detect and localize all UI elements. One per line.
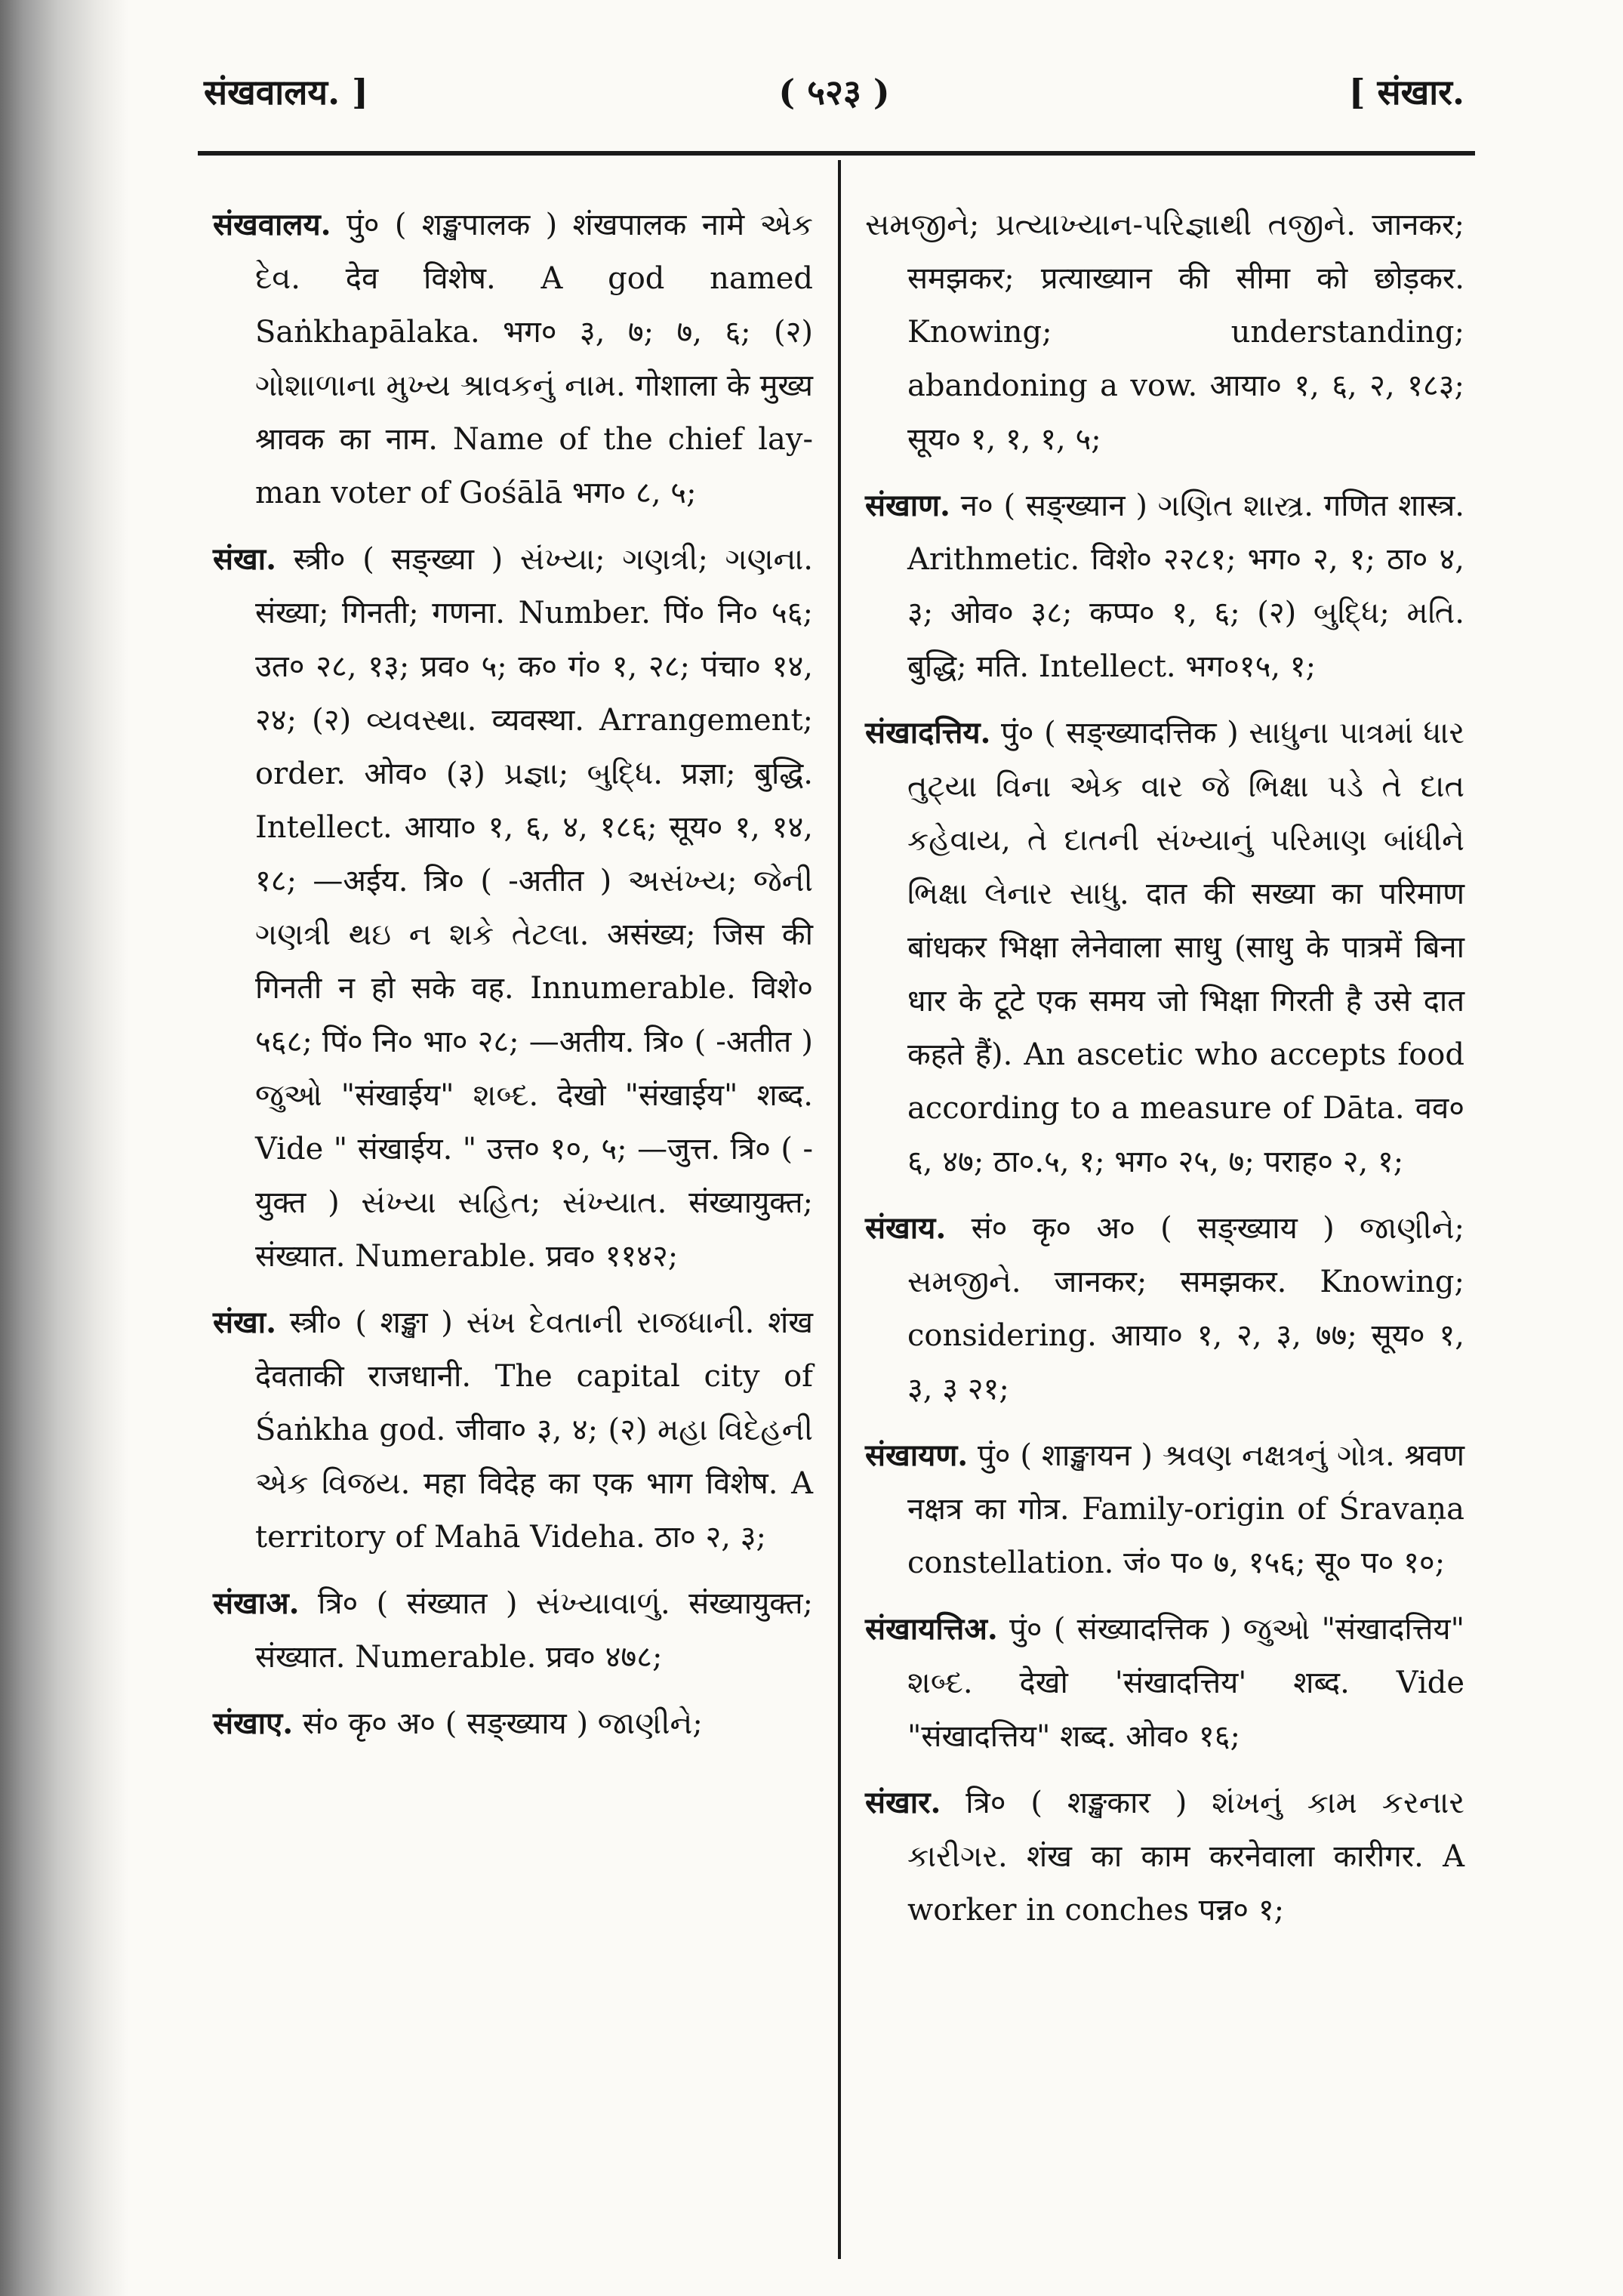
- page-header: [204, 60, 1464, 128]
- entry-text: स्त्री० ( शङ्खा ) સંખ દેવતાની રાજધાની. शंख देवताकी राजधानी. The capital city of Śaṅkha god. जीवा० ३, ४; (२) મહા વિદેહની એક વિજય. महा विदेह का एक भाग विशेष. A territory of Mahā Videha. ठा० २, ३;: [255, 1305, 813, 1555]
- entry-text: સમજીને; પ્રત્યાખ્યાન-પરિજ્ઞાથી તજીને. जानकर; समझकर; प्रत्याख्यान की सीमा को छोड़कर. Knowing; understanding; abandoning a vow. आया० १, ६, २, १८३; सूय० १, १, १, ५;: [865, 208, 1464, 457]
- dictionary-entry: [213, 198, 813, 520]
- entry-text: सं० कृ० अ० ( सङ्ख्याय ) જાણીને; સમજીને. जानकर; समझकर. Knowing; considering. आया० १, २, ३, ७७; सूय० १, ३, ३ २१;: [907, 1211, 1465, 1407]
- page-number: ( ५२३ ): [778, 72, 890, 112]
- dictionary-entry: [865, 706, 1464, 1189]
- entry-text: त्रि० ( शङ्खकार ) શંખનું કામ કરનાર કારીગર. शंख का काम करनेवाला कारीगर. A worker in conches पन्न० १;: [907, 1786, 1465, 1928]
- header-right-guide-word: [ संखार.: [1348, 72, 1464, 112]
- entry-headword: संखा.: [213, 541, 277, 577]
- dictionary-entry: [865, 479, 1464, 694]
- entry-headword: संखा.: [213, 1305, 277, 1340]
- entry-headword: संखायत्तिअ.: [865, 1611, 998, 1647]
- dictionary-entry: [213, 1697, 813, 1751]
- header-left-guide-word: संखवालय. ]: [204, 72, 368, 112]
- entry-text: त्रि० ( संख्यात ) સંખ્યાવાળું. संख्यायुक्त; संख्यात. Numerable. प्रव० ४७८;: [255, 1586, 813, 1675]
- entry-headword: संखवालय.: [213, 207, 331, 242]
- book-spine-shadow: [0, 0, 128, 2296]
- dictionary-entry: [213, 532, 813, 1284]
- entry-text: सं० कृ० अ० ( सङ्ख्याय ) જાણીને;: [302, 1706, 703, 1741]
- dictionary-entry: [213, 1576, 813, 1684]
- dictionary-entry: [213, 1296, 813, 1564]
- entry-text: स्त्री० ( सङ्ख्या ) સંખ્યા; ગણત્રી; ગણના. संख्या; गिनती; गणना. Number. पिं० नि० ५६; उत० २८, १३; प्रव० ५; क० गं० १, २८; पंचा० १४, २४; (२) વ્યવસ્થા. व्यवस्था. Arrangement; order. ओव० (३) પ્રજ્ઞા; બુદ્ધિ. प्रज्ञा; बुद्धि. Intellect. आया० १, ६, ४, १८६; सूय० १, १४, १८; —अईय. त्रि० ( -अतीत ) અસંખ્ય; જેની ગણત્રી થઇ ન શકે તેટલા. असंख्य; जिस की गिनती न हो सके वह. Innumerable. विशे० ५६८; पिं० नि० भा० २८; —अतीय. त्रि० ( -अतीत ) જુઓ "संखाईय" શબ્દ. देखो "संखाईय" शब्द. Vide " संखाईय. " उत्त० १०, ५; —जुत्त. त्रि० ( -युक्त ) સંખ્યા સહિત; સંખ્યાત. संख्यायुक्त; संख्यात. Numerable. प्रव० ११४२;: [255, 542, 813, 1274]
- entry-headword: संखार.: [865, 1785, 941, 1820]
- entry-text: पुं० ( सङ्ख्यादत्तिक ) સાધુના પાત્રમાં ધાર તુટ્યા વિના એક વાર જે ભિક્ષા પડે તે દાત કહેવાય, તે દાતની સંખ્યાનું પરિમાણ બાંધીને ભિક્ષા લેનાર સાધુ. दात की सख्या का परिमाण बांधकर भिक्षा लेनेवाला साधु (साधु के पात्रमें बिना धार के टूटे एक समय जो भिक्षा गिरती है उसे दात कहते हैं). An ascetic who accepts food according to a measure of Dāta. वव० ६, ४७; ठा०.५, १; भग० २५, ७; पराह० २, १;: [907, 716, 1465, 1179]
- entry-headword: संखाअ.: [213, 1586, 300, 1621]
- dictionary-entry: [865, 1428, 1464, 1590]
- left-column: [213, 198, 813, 1763]
- dictionary-entry: [865, 1602, 1464, 1764]
- entry-text: न० ( सङ्ख्यान ) ગણિત શાસ્ત્ર. गणित शास्त्र. Arithmetic. विशे० २२८१; भग० २, १; ठा० ४, ३; ओव० ३८; कप्प० १, ६; (२) બુદ્ધિ; મતિ. बुद्धि; मति. Intellect. भग०१५, १;: [907, 488, 1464, 684]
- entry-headword: संखायण.: [865, 1438, 969, 1473]
- entry-headword: संखाए.: [213, 1706, 294, 1741]
- entry-headword: संखाण.: [865, 488, 950, 523]
- entry-text: पुं० ( शङ्खपालक ) शंखपालक नामे એક દેવ. देव विशेष. A god named Saṅkhapālaka. भग० ३, ७; ७, ६; (२) ગોશાળાના મુખ્ય શ્રાવકનું નામ. गोशाला के मुख्य श्रावक का नाम. Name of the chief lay-man voter of Gośālā भग० ८, ५;: [255, 208, 813, 510]
- entry-text: पुं० ( शाङ्खायन ) શ્રવણ નક્ષત્રનું ગોત્ર. श्रवण नक्षत्र का गोत्र. Family-origin of Śravaṇa constellation. जं० प० ७, १५६; सू० प० १०;: [907, 1438, 1464, 1580]
- dictionary-entry: [865, 1201, 1464, 1416]
- dictionary-entry: [865, 1776, 1464, 1937]
- header-rule: [198, 151, 1475, 156]
- entry-headword: संखाय.: [865, 1210, 947, 1246]
- right-column: [865, 198, 1464, 1949]
- dictionary-entry-continuation: [865, 198, 1464, 467]
- entry-headword: संखादत्तिय.: [865, 715, 991, 750]
- entry-text: पुं० ( संख्यादत्तिक ) જુઓ "संखादत्तिय" શબ્દ. देखो 'संखादत्तिय' शब्द. Vide "संखादत्तिय" शब्द. ओव० १६;: [907, 1612, 1465, 1754]
- column-divider: [838, 160, 841, 2259]
